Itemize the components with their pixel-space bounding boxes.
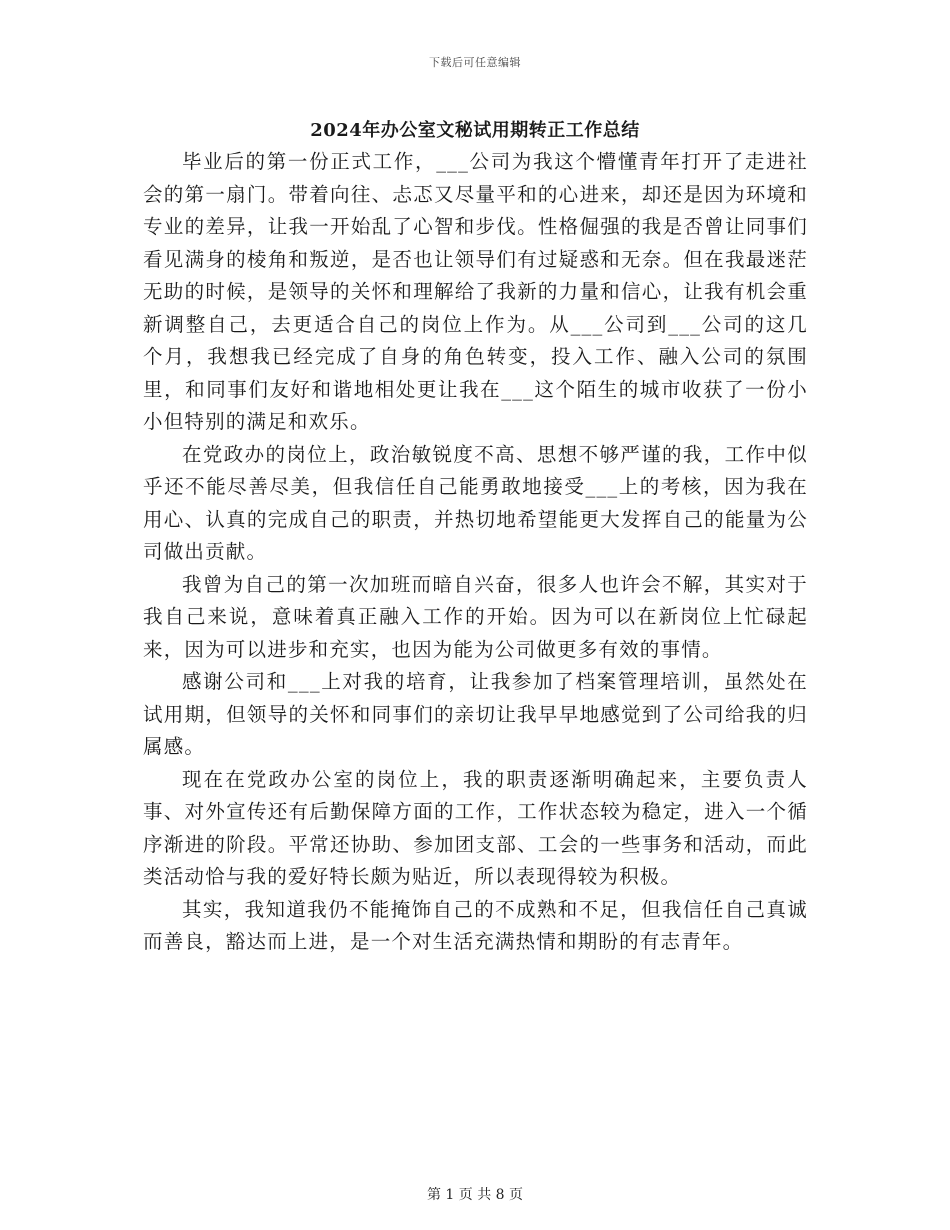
paragraph-3: 我曾为自己的第一次加班而暗自兴奋，很多人也许会不解，其实对于我自己来说，意味着真正融入工作的开始。因为可以在新岗位上忙碌起来，因为可以进步和充实，也因为能为公司做更多有效的事情。 <box>143 572 808 661</box>
paragraph-6: 其实，我知道我仍不能掩饰自己的不成熟和不足，但我信任自己真诚而善良，豁达而上进，是一个对生活充满热情和期盼的有志青年。 <box>143 897 808 953</box>
paragraph-4: 感谢公司和___上对我的培育，让我参加了档案管理培训，虽然处在试用期，但领导的关怀和同事们的亲切让我早早地感觉到了公司给我的归属感。 <box>143 670 808 758</box>
document-title: 2024年办公室文秘试用期转正工作总结 <box>310 120 640 141</box>
page-number-footer: 第 1 页 共 8 页 <box>426 1187 524 1203</box>
header-note: 下载后可任意编辑 <box>429 56 521 69</box>
paragraph-2: 在党政办的岗位上，政治敏锐度不高、思想不够严谨的我，工作中似乎还不能尽善尽美，但我信任自己能勇敢地接受___上的考核，因为我在用心、认真的完成自己的职责，并热切地希望能更大发挥自己的能量为公司做出贡献。 <box>143 442 808 563</box>
document-body <box>143 146 808 959</box>
paragraph-1: 毕业后的第一份正式工作，___公司为我这个懵懂青年打开了走进社会的第一扇门。带着向往、忐忑又尽量平和的心进来，却还是因为环境和专业的差异，让我一开始乱了心智和步伐。性格倔强的我是否曾让同事们看见满身的棱角和叛逆，是否也让领导们有过疑惑和无奈。但在我最迷茫无助的时候，是领导的关怀和理解给了我新的力量和信心，让我有机会重新调整自己，去更适合自己的岗位上作为。从___公司到___公司的这几个月，我想我已经完成了自身的角色转变，投入工作、融入公司的氛围里，和同事们友好和谐地相处更让我在___这个陌生的城市收获了一份小小但特别的满足和欢乐。 <box>143 150 808 433</box>
paragraph-5: 现在在党政办公室的岗位上，我的职责逐渐明确起来，主要负责人事、对外宣传还有后勤保障方面的工作，工作状态较为稳定，进入一个循序渐进的阶段。平常还协助、参加团支部、工会的一些事务和活动，而此类活动恰与我的爱好特长颇为贴近，所以表现得较为积极。 <box>143 767 808 888</box>
